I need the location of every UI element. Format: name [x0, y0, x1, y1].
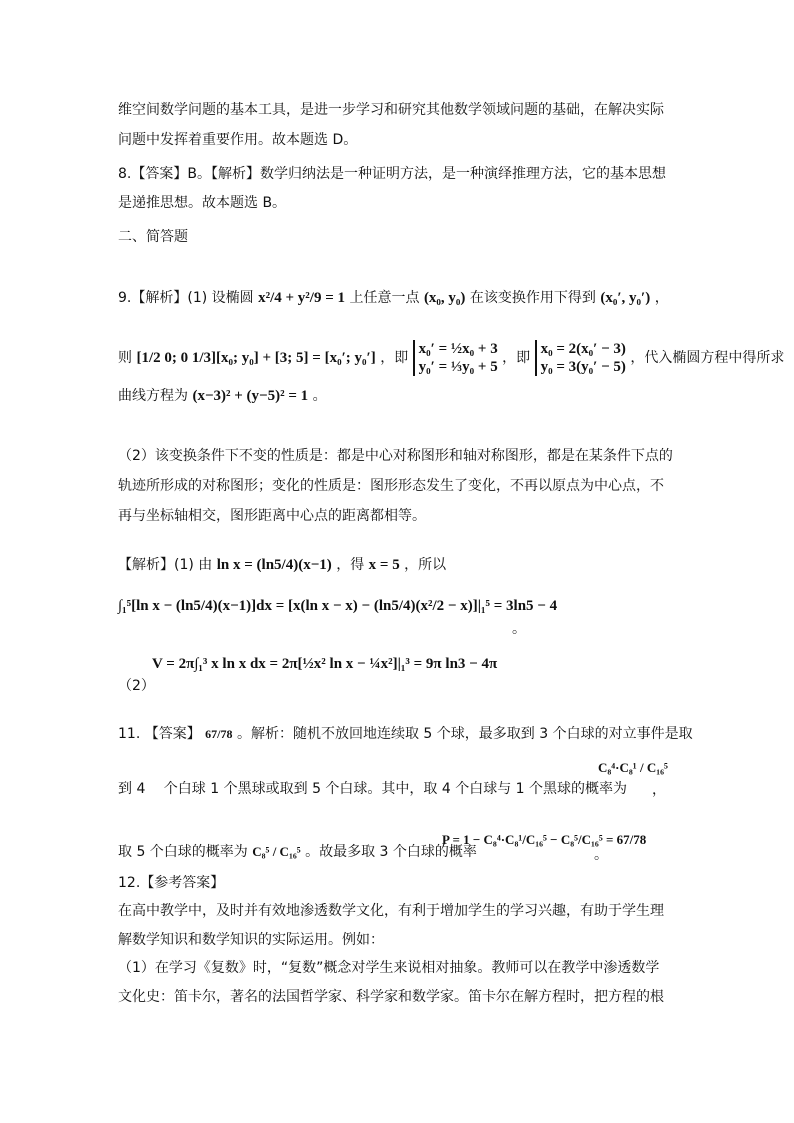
- text: ，: [652, 782, 666, 798]
- text: ，所以: [404, 557, 447, 573]
- curve-equation: (x−3)² + (y−5)² = 1: [192, 388, 309, 404]
- system-1: [413, 340, 498, 376]
- equation: x = 5: [368, 557, 400, 573]
- text-line: 轨迹所形成的对称图形；变化的性质是：图形形态发生了变化，不再以原点为中心点，不: [118, 478, 664, 494]
- text-line: 文化史：笛卡尔，著名的法国哲学家、科学家和数学家。笛卡尔在解方程时，把方程的根: [118, 989, 664, 1005]
- q11-line1: [118, 724, 693, 744]
- text: 。: [312, 388, 327, 404]
- q11-line3: [118, 842, 477, 862]
- text: ，: [654, 290, 669, 306]
- text: 。故最多取 3 个白球的概率: [305, 844, 477, 860]
- text: 。: [594, 847, 608, 863]
- text-line: 再与坐标轴相交，图形距离中心点的距离都相等。: [118, 508, 426, 524]
- equation: x₀ = 2(x₀′ − 3): [540, 341, 626, 357]
- text-line: 到 4 个白球 1 个黑球或取到 5 个白球。其中，取 4 个白球与 1 个黑球的概率为: [118, 781, 628, 797]
- text: ，即: [502, 350, 531, 366]
- probability-equation: P = 1 − C₈⁴·C₈¹/C₁₆⁵ − C₈⁵/C₁₆⁵ = 67/78: [442, 832, 647, 847]
- system-2: [535, 340, 626, 376]
- equation: y₀ = 3(y₀′ − 5): [540, 359, 626, 375]
- q9-line1: [118, 288, 669, 308]
- text: 取 5 个白球的概率为: [118, 844, 248, 860]
- text: 。: [512, 621, 526, 637]
- matrix-equation: [1/2 0; 0 1/3][x₀; y₀] + [3; 5] = [x₀′; y₀′]: [136, 350, 376, 366]
- text: 曲线方程为: [118, 388, 188, 404]
- text: 。解析：随机不放回地连续取 5 个球，最多取到 3 个白球的对立事件是取: [236, 726, 693, 742]
- answer-8-line2: 是递推思想。故本题选 B。: [118, 195, 287, 211]
- q9-line3: [118, 386, 327, 406]
- text: ，代入椭圆方程中得所求: [630, 350, 785, 366]
- text: 则: [118, 350, 132, 366]
- text: ，得: [336, 557, 365, 573]
- equation: x₀′ = ½x₀ + 3: [418, 341, 498, 357]
- point-image: (x₀′, y₀′): [600, 290, 651, 306]
- ellipse-equation: x²/4 + y²/9 = 1: [258, 290, 346, 306]
- text: 【解析】(1) 由: [118, 557, 213, 573]
- text-line: 解数学知识和数学知识的实际运用。例如：: [118, 932, 384, 948]
- text: （2）: [118, 678, 155, 694]
- q9-line2: [118, 340, 784, 376]
- answer-12-heading: 12.【参考答案】: [118, 875, 225, 891]
- point: (x₀, y₀): [423, 290, 466, 306]
- section-heading: 二、简答题: [118, 229, 188, 245]
- probability-expression: C₈⁴·C₈¹ / C₁₆⁵: [598, 760, 668, 775]
- text: 在该变换作用下得到: [469, 290, 596, 306]
- answer-fraction: 67/78: [205, 727, 233, 741]
- text-line: 问题中发挥着重要作用。故本题选 D。: [118, 132, 358, 148]
- text: ，即: [380, 350, 409, 366]
- q10-line1: [118, 555, 446, 575]
- equation: y₀′ = ⅓y₀ + 5: [418, 359, 498, 375]
- probability-expression: C₈⁵ / C₁₆⁵: [252, 844, 301, 859]
- text-line: （1）在学习《复数》时，“复数”概念对学生来说相对抽象。教师可以在教学中渗透数学: [118, 960, 660, 976]
- text-line: 在高中教学中，及时并有效地渗透数学文化，有利于增加学生的学习兴趣，有助于学生理: [118, 903, 664, 919]
- answer-8-line1: 8.【答案】B。【解析】数学归纳法是一种证明方法，是一种演绎推理方法，它的基本思想: [118, 166, 666, 182]
- text: 9.【解析】(1) 设椭圆: [118, 290, 254, 306]
- text: 11. 【答案】: [118, 726, 201, 742]
- integral-equation: ∫₁⁵[ln x − (ln5/4)(x−1)]dx = [x(ln x − x) − (ln5/4)(x²/2 − x)]|₁⁵ = 3ln5 − 4: [118, 598, 558, 614]
- text-line: 维空间数学问题的基本工具，是进一步学习和研究其他数学领域问题的基础，在解决实际: [118, 102, 664, 118]
- text: 上任意一点: [349, 290, 420, 306]
- text-line: （2）该变换条件下不变的性质是：都是中心对称图形和轴对称图形，都是在某条件下点的: [118, 448, 673, 464]
- volume-equation: V = 2π∫₁³ x ln x dx = 2π[½x² ln x − ¼x²]|₁³ = 9π ln3 − 4π: [152, 656, 498, 672]
- equation: ln x = (ln5/4)(x−1): [216, 557, 332, 573]
